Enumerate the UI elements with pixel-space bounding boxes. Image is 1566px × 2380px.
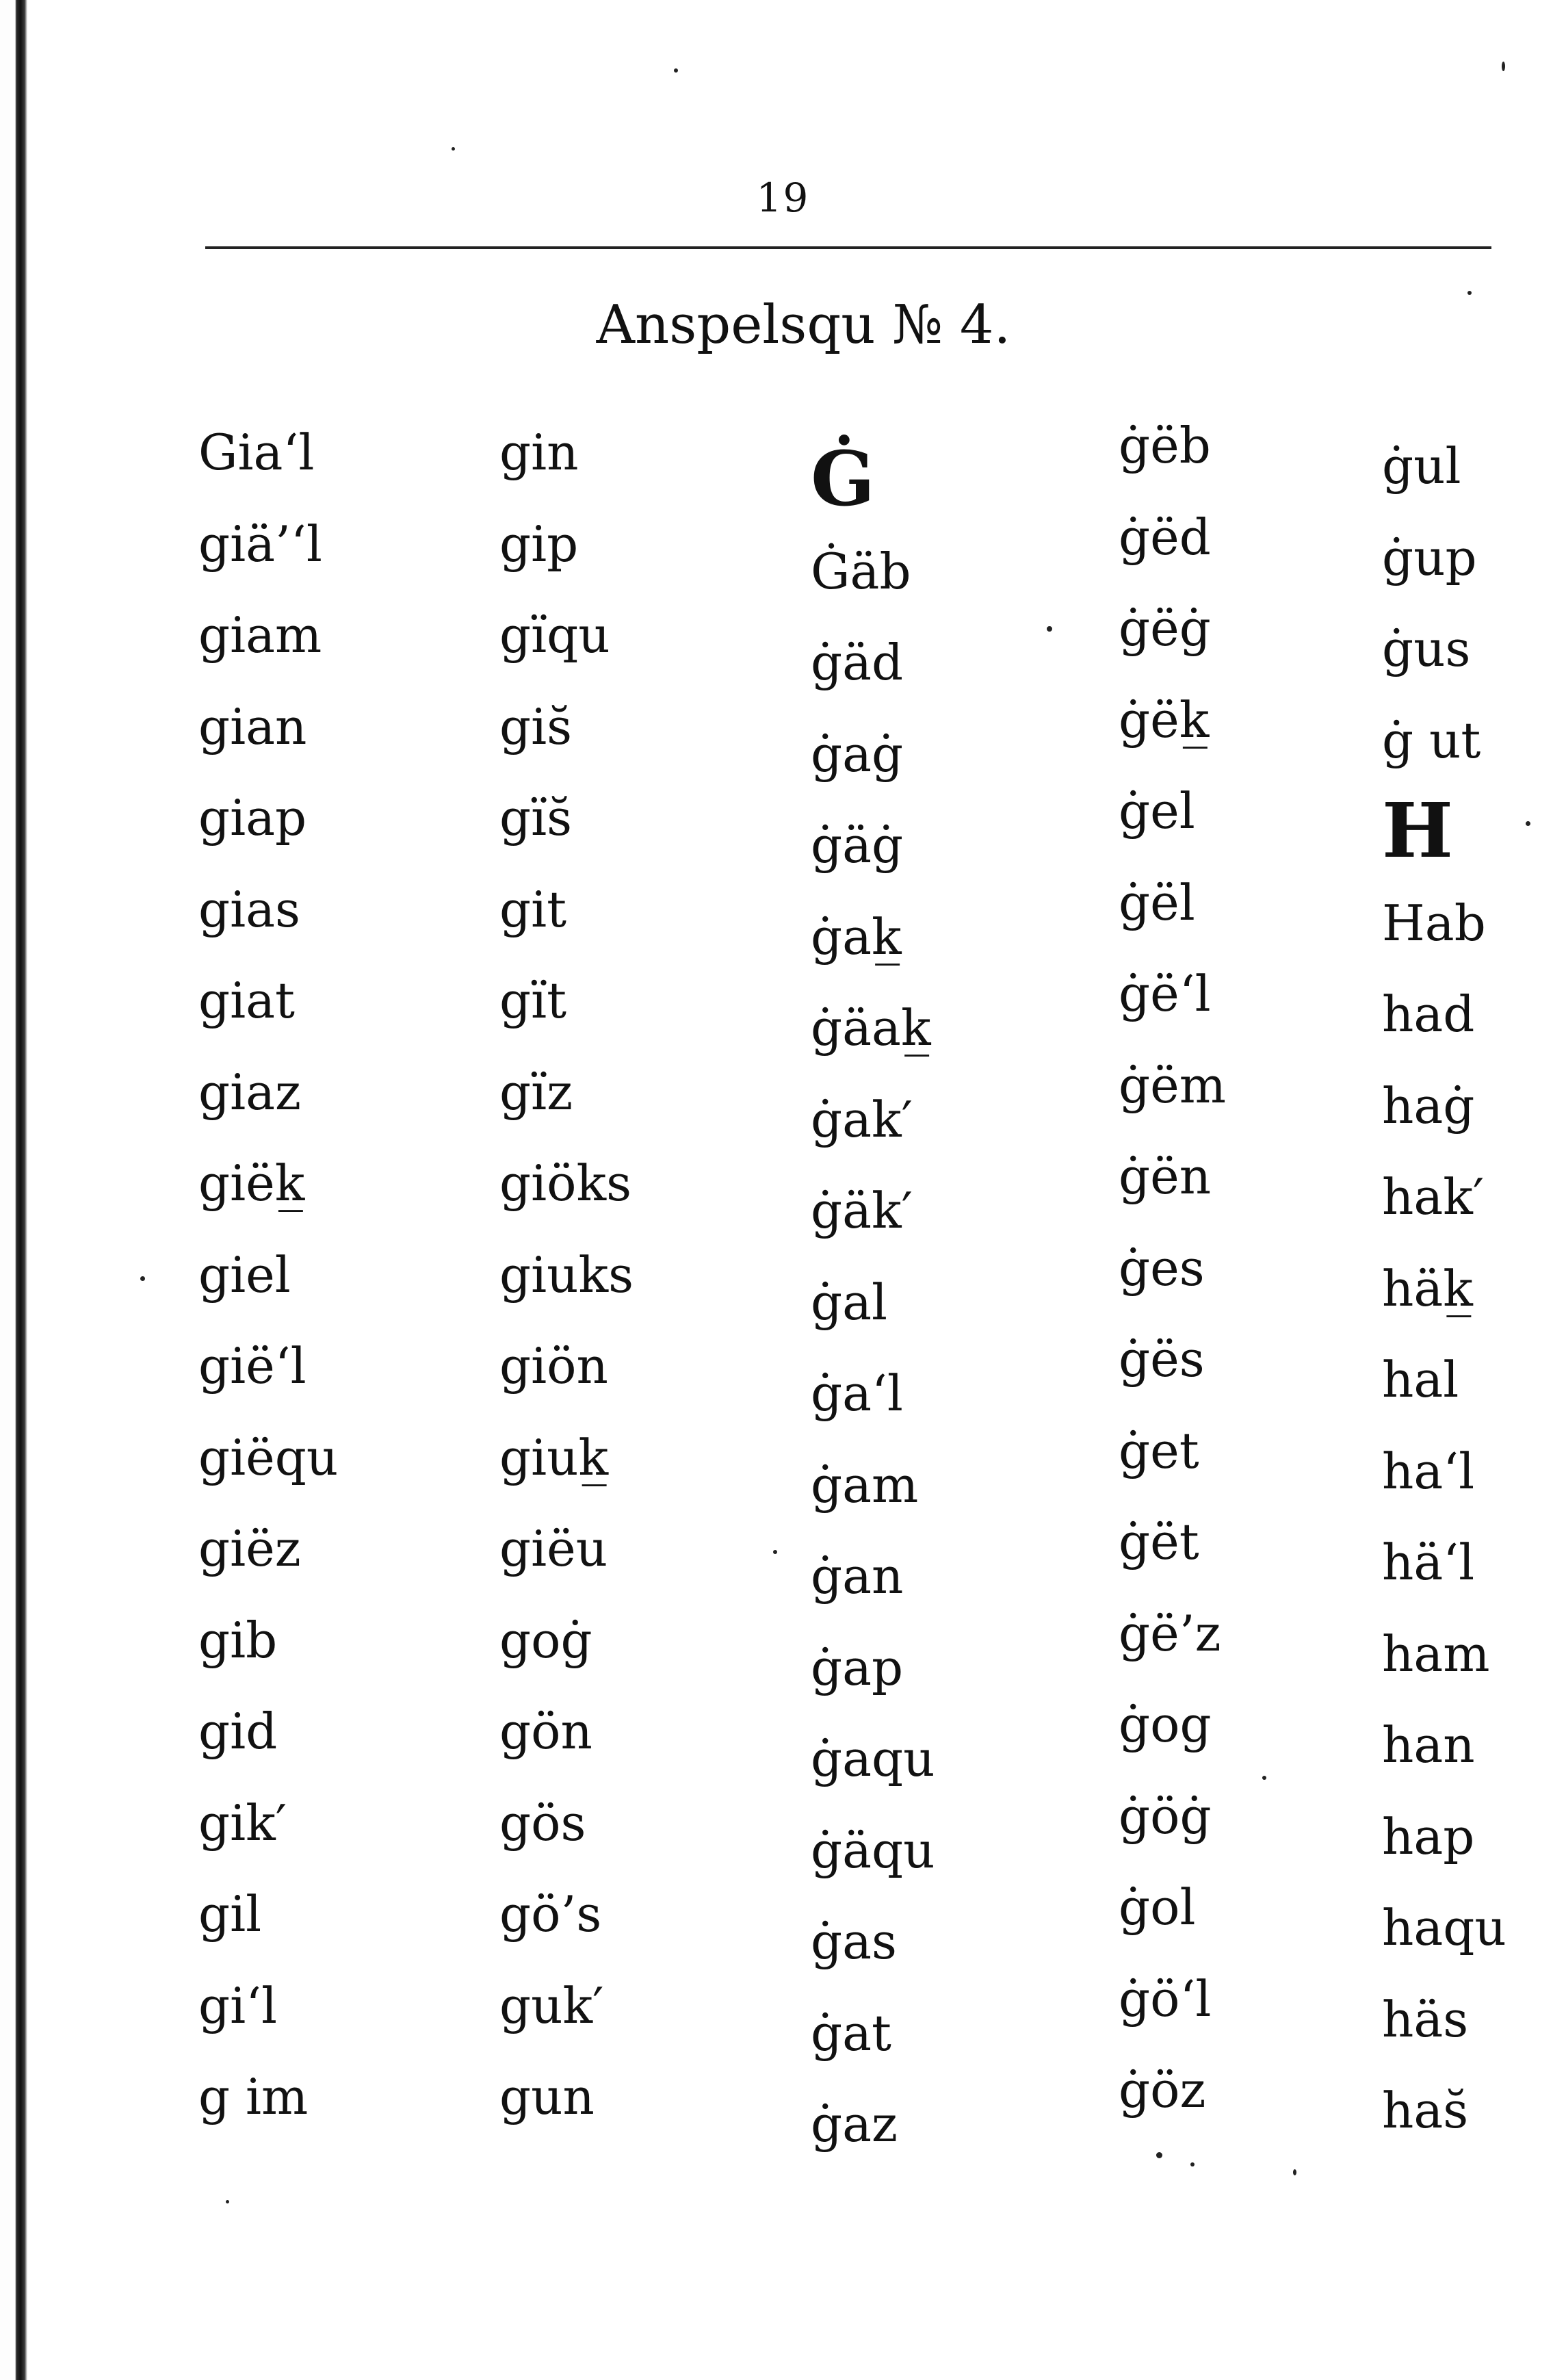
word-entry: ġol [1119,1878,1196,1936]
binding-edge [0,0,27,2380]
word-entry: ha‘l [1382,1443,1475,1500]
word-entry: ġel [1119,782,1195,840]
word-entry: giuks [499,1246,634,1304]
word-entry: ġëġ [1119,599,1211,657]
word-entry: Hab [1382,894,1486,952]
word-entry: ġul [1382,437,1461,495]
word-entry: ġö‘l [1119,1970,1212,2028]
letter-heading: H [1382,786,1453,875]
word-entry: giam [198,606,322,664]
print-speck [1156,2152,1162,2158]
word-entry: hä‘l [1382,1534,1475,1591]
word-entry: giön [499,1337,608,1395]
word-entry: giëk̲ [198,1154,305,1212]
word-entry: gid [198,1703,278,1760]
page-number: 19 [756,174,810,221]
print-speck [1190,2162,1195,2166]
word-entry: haqu [1382,1899,1506,1956]
word-entry: ġ ut [1382,712,1481,769]
word-entry: gön [499,1703,592,1760]
word-entry: ġap [811,1639,904,1696]
word-entry: ġog [1119,1696,1212,1753]
word-entry: ġaz [811,2095,898,2153]
word-entry: ġaġ [811,725,904,783]
word-entry: gït [499,972,567,1029]
word-entry: ġël [1119,874,1195,931]
word-entry: ġën [1119,1148,1212,1205]
word-entry: giat [198,972,295,1029]
word-entry: gun [499,2068,595,2125]
word-entry: ġat [811,2004,891,2062]
page-title: Anspelsqu № 4. [596,294,1011,356]
word-entry: giä’‘l [198,515,322,573]
print-speck [1467,291,1472,295]
word-entry: giëqu [198,1429,339,1486]
word-entry: ġëb [1119,417,1211,474]
word-entry: gïz [499,1063,573,1121]
word-entry: hap [1382,1808,1475,1865]
print-speck [452,147,455,151]
word-entry: han [1382,1716,1475,1774]
print-speck [140,1276,145,1281]
word-entry: git [499,881,567,938]
word-entry: gip [499,515,579,573]
word-entry: ġal [811,1273,888,1331]
print-speck [674,68,678,73]
print-speck [1526,821,1530,826]
word-entry: has̆ [1382,2082,1469,2139]
word-entry: gias [198,881,300,938]
word-entry: ġes [1119,1239,1205,1297]
word-entry: had [1382,985,1475,1043]
word-entry: giöks [499,1154,632,1212]
word-entry: gi‘l [198,1977,278,2034]
word-entry: ġa‘l [811,1364,903,1422]
word-entry: gis̆ [499,698,573,755]
word-entry: ġam [811,1456,919,1514]
word-entry: ġë‘l [1119,965,1211,1022]
word-entry: gië‘l [198,1337,306,1395]
word-entry: ġak′ [811,1091,913,1148]
word-entry: ġaqu [811,1730,935,1787]
word-entry: ġan [811,1547,904,1605]
word-entry: häs [1382,1991,1469,2048]
print-speck [226,2200,229,2203]
letter-heading: Ġ [811,435,875,523]
word-entry: ġäġ [811,816,904,874]
word-entry: gik′ [198,1794,287,1852]
word-entry: ġë’z [1119,1605,1221,1662]
word-entry: ġäd [811,634,904,691]
word-entry: gil [198,1885,262,1943]
word-entry: g im [198,2068,309,2125]
word-entry: gïs̆ [499,789,573,846]
word-entry: giel [198,1246,291,1304]
word-entry: goġ [499,1612,592,1669]
word-entry: gös [499,1794,586,1852]
word-entry: guk′ [499,1977,604,2034]
word-entry: hal [1382,1351,1459,1408]
word-entry: gin [499,424,579,481]
word-entry: ġäqu [811,1822,935,1879]
word-entry: ġëm [1119,1057,1226,1114]
word-entry: ġas [811,1913,897,1970]
word-entry: giap [198,789,307,846]
word-entry: gïqu [499,606,610,664]
word-entry: giëu [499,1520,608,1577]
print-speck [1293,2169,1296,2175]
word-entry: ham [1382,1625,1490,1683]
word-entry: ġëk̲ [1119,691,1210,749]
word-entry: ġës [1119,1330,1205,1388]
word-entry: ġäak̲ [811,999,931,1057]
word-entry: gö’s [499,1885,602,1943]
word-entry: ġup [1382,529,1477,586]
header-rule [205,246,1491,249]
word-entry: gib [198,1612,278,1669]
word-entry: Gia‘l [198,424,315,481]
word-entry: hak′ [1382,1168,1485,1226]
word-entry: Ġäb [811,543,911,600]
print-speck [1047,626,1052,632]
word-entry: giuk̲ [499,1429,609,1486]
word-entry: häk̲ [1382,1260,1473,1317]
word-entry: ġët [1119,1513,1199,1570]
word-entry: haġ [1382,1077,1475,1135]
word-entry: ġöz [1119,2061,1206,2119]
word-entry: gian [198,698,307,755]
word-entry: ġak̲ [811,908,902,966]
word-entry: ġëd [1119,508,1211,566]
print-speck [1262,1776,1266,1780]
word-entry: ġöġ [1119,1787,1212,1845]
word-entry: giaz [198,1063,301,1121]
word-entry: ġet [1119,1422,1199,1479]
word-entry: ġäk′ [811,1182,913,1239]
word-entry: ġus [1382,620,1471,677]
print-speck [773,1550,777,1554]
word-entry: giëz [198,1520,301,1577]
print-speck [1502,62,1505,71]
